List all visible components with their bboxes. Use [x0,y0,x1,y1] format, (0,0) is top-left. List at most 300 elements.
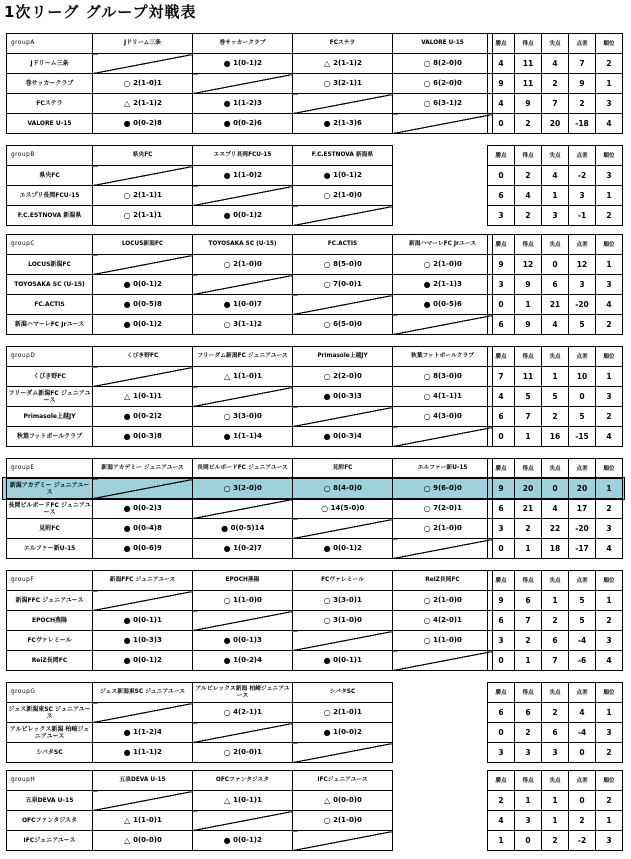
table-row [7,631,493,651]
stat-value: 3 [488,206,515,226]
stat-value: -17 [569,539,596,559]
self-match-cell [293,206,393,226]
match-score: 0(0-2)6 [233,119,262,127]
stat-value: 1 [596,74,623,94]
self-match-cell [93,703,193,723]
self-match-cell [293,295,393,315]
match-score: 2(1-1)3 [433,280,462,288]
match-score: 1(1-0)0 [233,596,262,604]
stat-value: 1 [515,295,542,315]
column-team-name: エルファー新U-15 [393,459,493,479]
stat-value: 1 [596,479,623,499]
group-table-grouph [6,770,393,851]
standings-table-groupc [487,234,623,335]
self-match-cell [393,315,493,335]
stat-value: 17 [569,499,596,519]
stats-header: 順位 [596,235,623,255]
row-team-name: シバタSC [7,743,93,763]
match-result-cell [93,651,193,671]
match-score: 1(0-0)2 [333,728,362,736]
loss-result-icon: ● [223,58,231,68]
self-match-cell [193,74,293,94]
match-score: 3(3-0)0 [233,412,262,420]
column-team-name: 新潟ハマーレFC Jrユース [393,235,493,255]
stat-value: 3 [488,631,515,651]
column-team-name: FCヴァレミール [293,571,393,591]
match-result-cell [193,479,293,499]
stat-value: 4 [542,54,569,74]
match-result-cell [193,703,293,723]
match-score: 0(0-4)8 [133,524,162,532]
win-result-icon: ○ [323,319,331,329]
match-result-cell [193,407,293,427]
self-match-cell [93,367,193,387]
stat-value: -2 [569,831,596,851]
match-score: 0(0-3)8 [133,432,162,440]
win-result-icon: ○ [423,391,431,401]
self-match-cell [93,791,193,811]
group-table-groupa [6,33,493,134]
table-row [7,703,393,723]
match-score: 0(0-2)2 [133,412,162,420]
match-score: 0(0-1)1 [133,616,162,624]
loss-result-icon: ● [323,118,331,128]
column-team-name: 新潟FFC ジュニアユース [93,571,193,591]
match-score: 1(1-0)1 [233,372,262,380]
match-score: 0(0-1)3 [233,636,262,644]
group-name: groupF [7,571,93,591]
match-score: 0(0-1)2 [133,280,162,288]
draw-result-icon: △ [324,58,331,68]
group-table-groupd [6,346,493,447]
win-result-icon: ○ [423,483,431,493]
group-name: groupA [7,34,93,54]
row-team-name: くびき野FC [7,367,93,387]
win-result-icon: ○ [223,595,231,605]
win-result-icon: ○ [423,615,431,625]
match-result-cell [293,166,393,186]
standings-row [488,255,623,275]
group-table-groupb [6,145,393,226]
stats-header: 失点 [542,347,569,367]
row-team-name: 長岡ビルボードFC ジュニアユース [7,499,93,519]
group-name: groupC [7,235,93,255]
group-name: groupH [7,771,93,791]
standings-row [488,315,623,335]
stats-header: 勝点 [488,459,515,479]
row-team-name: FCヴァレミール [7,631,93,651]
row-team-name: 巻サッカークラブ [7,74,93,94]
stat-value: 2 [515,723,542,743]
loss-result-icon: ● [223,835,231,845]
match-result-cell [193,539,293,559]
match-result-cell [193,651,293,671]
stats-header: 点差 [569,571,596,591]
match-score: 0(0-3)3 [333,392,362,400]
match-result-cell [93,811,193,831]
win-result-icon: ○ [423,411,431,421]
row-team-name: Jドリーム三条 [7,54,93,74]
win-result-icon: ○ [323,190,331,200]
match-result-cell [193,631,293,651]
stat-value: 20 [515,479,542,499]
row-team-name: エルファー新U-15 [7,539,93,559]
match-score: 0(0-1)2 [233,211,262,219]
match-score: 3(1-1)2 [233,320,262,328]
match-result-cell [93,387,193,407]
match-result-cell [193,831,293,851]
table-row [7,94,493,114]
stat-value: -2 [569,166,596,186]
match-score: 2(0-0)1 [233,748,262,756]
standings-row [488,539,623,559]
stats-header: 得点 [515,235,542,255]
standings-row [488,631,623,651]
stat-value: 6 [542,631,569,651]
stat-value: 4 [515,186,542,206]
stat-value: 2 [596,499,623,519]
row-team-name: IFCジュニアユース [7,831,93,851]
loss-result-icon: ● [123,543,131,553]
stat-value: 3 [488,519,515,539]
match-result-cell [93,427,193,447]
match-score: 1(1-0)2 [233,171,262,179]
match-score: 1(1-1)4 [233,432,262,440]
group-table-groupf [6,570,493,671]
match-result-cell [93,206,193,226]
stat-value: 2 [569,94,596,114]
row-team-name: 県央FC [7,166,93,186]
stat-value: 5 [542,387,569,407]
stats-header: 順位 [596,146,623,166]
row-team-name: 五泉DEVA U-15 [7,791,93,811]
table-row [7,54,493,74]
stat-value: 0 [515,831,542,851]
stat-value: 0 [488,114,515,134]
win-result-icon: ○ [323,595,331,605]
row-team-name: TOYOSAKA SC (U-15) [7,275,93,295]
stat-value: 4 [488,387,515,407]
stat-value: 0 [542,479,569,499]
stat-value: 1 [488,831,515,851]
standings-row [488,54,623,74]
stat-value: 4 [488,54,515,74]
loss-result-icon: ● [123,635,131,645]
match-result-cell [93,295,193,315]
standings-row [488,407,623,427]
stat-value: 2 [542,611,569,631]
match-result-cell [393,295,493,315]
match-result-cell [93,519,193,539]
match-score: 0(0-5)8 [133,300,162,308]
stat-value: 1 [515,427,542,447]
table-row [7,186,393,206]
stats-header: 順位 [596,571,623,591]
table-row [7,367,493,387]
self-match-cell [193,387,293,407]
match-result-cell [193,791,293,811]
stats-header: 得点 [515,34,542,54]
stat-value: 5 [569,407,596,427]
match-result-cell [193,315,293,335]
loss-result-icon: ● [123,431,131,441]
stat-value: -6 [569,651,596,671]
self-match-cell [393,539,493,559]
stat-value: -4 [569,631,596,651]
stat-value: 5 [569,591,596,611]
match-score: 1(0-3)3 [133,636,162,644]
stat-value: 5 [569,611,596,631]
standings-row [488,591,623,611]
stats-header: 勝点 [488,235,515,255]
match-score: 2(1-0)0 [433,596,462,604]
match-score: 8(5-0)0 [333,260,362,268]
stats-header: 勝点 [488,771,515,791]
stat-value: 4 [569,703,596,723]
match-score: 3(3-0)1 [333,596,362,604]
match-score: 2(1-1)1 [133,191,162,199]
table-row [7,611,493,631]
row-team-name: FC.ACTIS [7,295,93,315]
win-result-icon: ○ [321,503,329,513]
stat-value: 2 [596,611,623,631]
row-team-name: LOCUS新潟FC [7,255,93,275]
stat-value: 9 [488,479,515,499]
column-team-name: 巻サッカークラブ [193,34,293,54]
stats-header: 失点 [542,146,569,166]
stats-header: 勝点 [488,146,515,166]
stats-header: 点差 [569,34,596,54]
stats-header: 得点 [515,771,542,791]
standings-row [488,479,623,499]
stat-value: 4 [596,114,623,134]
column-team-name: TOYOSAKA SC (U-15) [193,235,293,255]
standings-row [488,295,623,315]
match-result-cell [393,631,493,651]
match-result-cell [293,427,393,447]
stat-value: 1 [596,811,623,831]
loss-result-icon: ● [123,118,131,128]
match-score: 7(2-0)1 [433,504,462,512]
column-team-name: FC.ACTIS [293,235,393,255]
self-match-cell [93,591,193,611]
match-result-cell [193,114,293,134]
match-score: 0(0-5)14 [230,524,265,532]
standings-row [488,611,623,631]
group-table-groupc [6,234,493,335]
match-score: 2(1-3)6 [333,119,362,127]
win-result-icon: ○ [423,58,431,68]
loss-result-icon: ● [123,655,131,665]
stats-header: 得点 [515,347,542,367]
stat-value: 10 [569,367,596,387]
stat-value: 0 [488,651,515,671]
self-match-cell [93,255,193,275]
column-team-name: F.C.ESTNOVA 新潟県 [293,146,393,166]
match-result-cell [93,539,193,559]
stat-value: 1 [515,791,542,811]
stat-value: 2 [596,407,623,427]
match-score: 0(0-1)2 [133,320,162,328]
stat-value: 6 [488,315,515,335]
match-result-cell [93,315,193,335]
stats-header: 失点 [542,571,569,591]
stats-header: 失点 [542,771,569,791]
self-match-cell [293,743,393,763]
match-result-cell [293,186,393,206]
stat-value: 7 [542,94,569,114]
stat-value: 3 [515,811,542,831]
stat-value: 6 [488,611,515,631]
group-table-groupg [6,682,393,763]
stat-value: 4 [542,166,569,186]
match-result-cell [293,315,393,335]
match-score: 14(5-0)0 [330,504,365,512]
stat-value: 9 [488,74,515,94]
match-score: 9(6-0)0 [433,484,462,492]
table-row [7,387,493,407]
column-team-name: 見附FC [293,459,393,479]
stat-value: 4 [488,94,515,114]
table-row [7,166,393,186]
row-team-name: 秋葉フットボールクラブ [7,427,93,447]
column-team-name: くびき野FC [93,347,193,367]
self-match-cell [93,54,193,74]
match-result-cell [193,166,293,186]
match-score: 1(0-1)1 [233,796,262,804]
match-score: 0(0-1)2 [133,656,162,664]
stat-value: 0 [488,539,515,559]
table-row [7,723,393,743]
match-score: 2(1-1)1 [133,211,162,219]
table-row [7,831,393,851]
stats-header: 失点 [542,34,569,54]
self-match-cell [93,166,193,186]
match-score: 2(1-0)0 [233,260,262,268]
win-result-icon: ○ [423,259,431,269]
stats-header: 点差 [569,347,596,367]
stat-value: 7 [515,407,542,427]
stat-value: 4 [488,811,515,831]
match-score: 8(4-0)0 [333,484,362,492]
match-score: 0(0-1)2 [233,836,262,844]
loss-result-icon: ● [323,391,331,401]
win-result-icon: ○ [223,411,231,421]
match-score: 0(0-0)0 [133,836,162,844]
match-result-cell [393,519,493,539]
standings-row [488,499,623,519]
loss-result-icon: ● [123,747,131,757]
match-score: 4(1-1)1 [433,392,462,400]
standings-row [488,427,623,447]
stats-header: 得点 [515,571,542,591]
match-score: 1(1-0)0 [433,636,462,644]
column-team-name: LOCUS新潟FC [93,235,193,255]
stat-value: 1 [542,591,569,611]
stat-value: 2 [596,315,623,335]
row-team-name: 新潟FFC ジュニアユース [7,591,93,611]
stat-value: 2 [515,519,542,539]
match-result-cell [293,479,393,499]
standings-table-groupe [487,458,623,559]
match-result-cell [393,387,493,407]
match-score: 2(1-1)2 [133,99,162,107]
match-result-cell [393,74,493,94]
loss-result-icon: ● [223,543,231,553]
match-result-cell [293,54,393,74]
match-score: 1(0-1)2 [333,171,362,179]
stat-value: 3 [515,743,542,763]
stat-value: 0 [569,743,596,763]
table-row [7,275,493,295]
stat-value: 2 [515,166,542,186]
loss-result-icon: ● [223,635,231,645]
column-team-name: アルビレックス新潟 柏崎ジュニアユース [193,683,293,703]
loss-result-icon: ● [123,319,131,329]
match-result-cell [93,186,193,206]
stat-value: 1 [542,186,569,206]
match-score: 1(1-2)4 [133,728,162,736]
stat-value: 11 [515,367,542,387]
stat-value: 20 [569,479,596,499]
match-score: 2(2-0)0 [333,372,362,380]
match-result-cell [293,387,393,407]
stat-value: -18 [569,114,596,134]
self-match-cell [393,427,493,447]
column-team-name: エスプリ長岡FCU-15 [193,146,293,166]
loss-result-icon: ● [223,210,231,220]
match-score: 0(0-1)1 [333,656,362,664]
loss-result-icon: ● [123,523,131,533]
standings-table-groupb [487,145,623,226]
win-result-icon: ○ [223,707,231,717]
row-team-name: F.C.ESTNOVA 新潟県 [7,206,93,226]
match-result-cell [393,499,493,519]
match-result-cell [393,367,493,387]
row-team-name: Primasole上越JY [7,407,93,427]
draw-result-icon: △ [324,795,331,805]
column-team-name: 長岡ビルボードFC ジュニアユース [193,459,293,479]
stat-value: 9 [488,591,515,611]
table-row [7,479,493,499]
standings-row [488,703,623,723]
standings-table-groupg [487,682,623,763]
stat-value: -1 [569,206,596,226]
win-result-icon: ○ [423,635,431,645]
win-result-icon: ○ [323,707,331,717]
win-result-icon: ○ [323,78,331,88]
draw-result-icon: △ [224,795,231,805]
stats-header: 失点 [542,459,569,479]
loss-result-icon: ● [423,279,431,289]
stat-value: 2 [542,703,569,723]
standings-row [488,791,623,811]
match-score: 1(0-2)7 [233,544,262,552]
stat-value: 4 [596,651,623,671]
stat-value: 2 [515,114,542,134]
column-team-name: IFCジュニアユース [293,771,393,791]
stat-value: 4 [542,315,569,335]
match-result-cell [393,591,493,611]
stat-value: 18 [542,539,569,559]
standings-row [488,206,623,226]
column-team-name: EPOCH燕陽 [193,571,293,591]
stat-value: 12 [515,255,542,275]
loss-result-icon: ● [123,299,131,309]
stat-value: 5 [569,315,596,335]
column-team-name: VALORE U-15 [393,34,493,54]
match-score: 2(1-0)0 [433,260,462,268]
